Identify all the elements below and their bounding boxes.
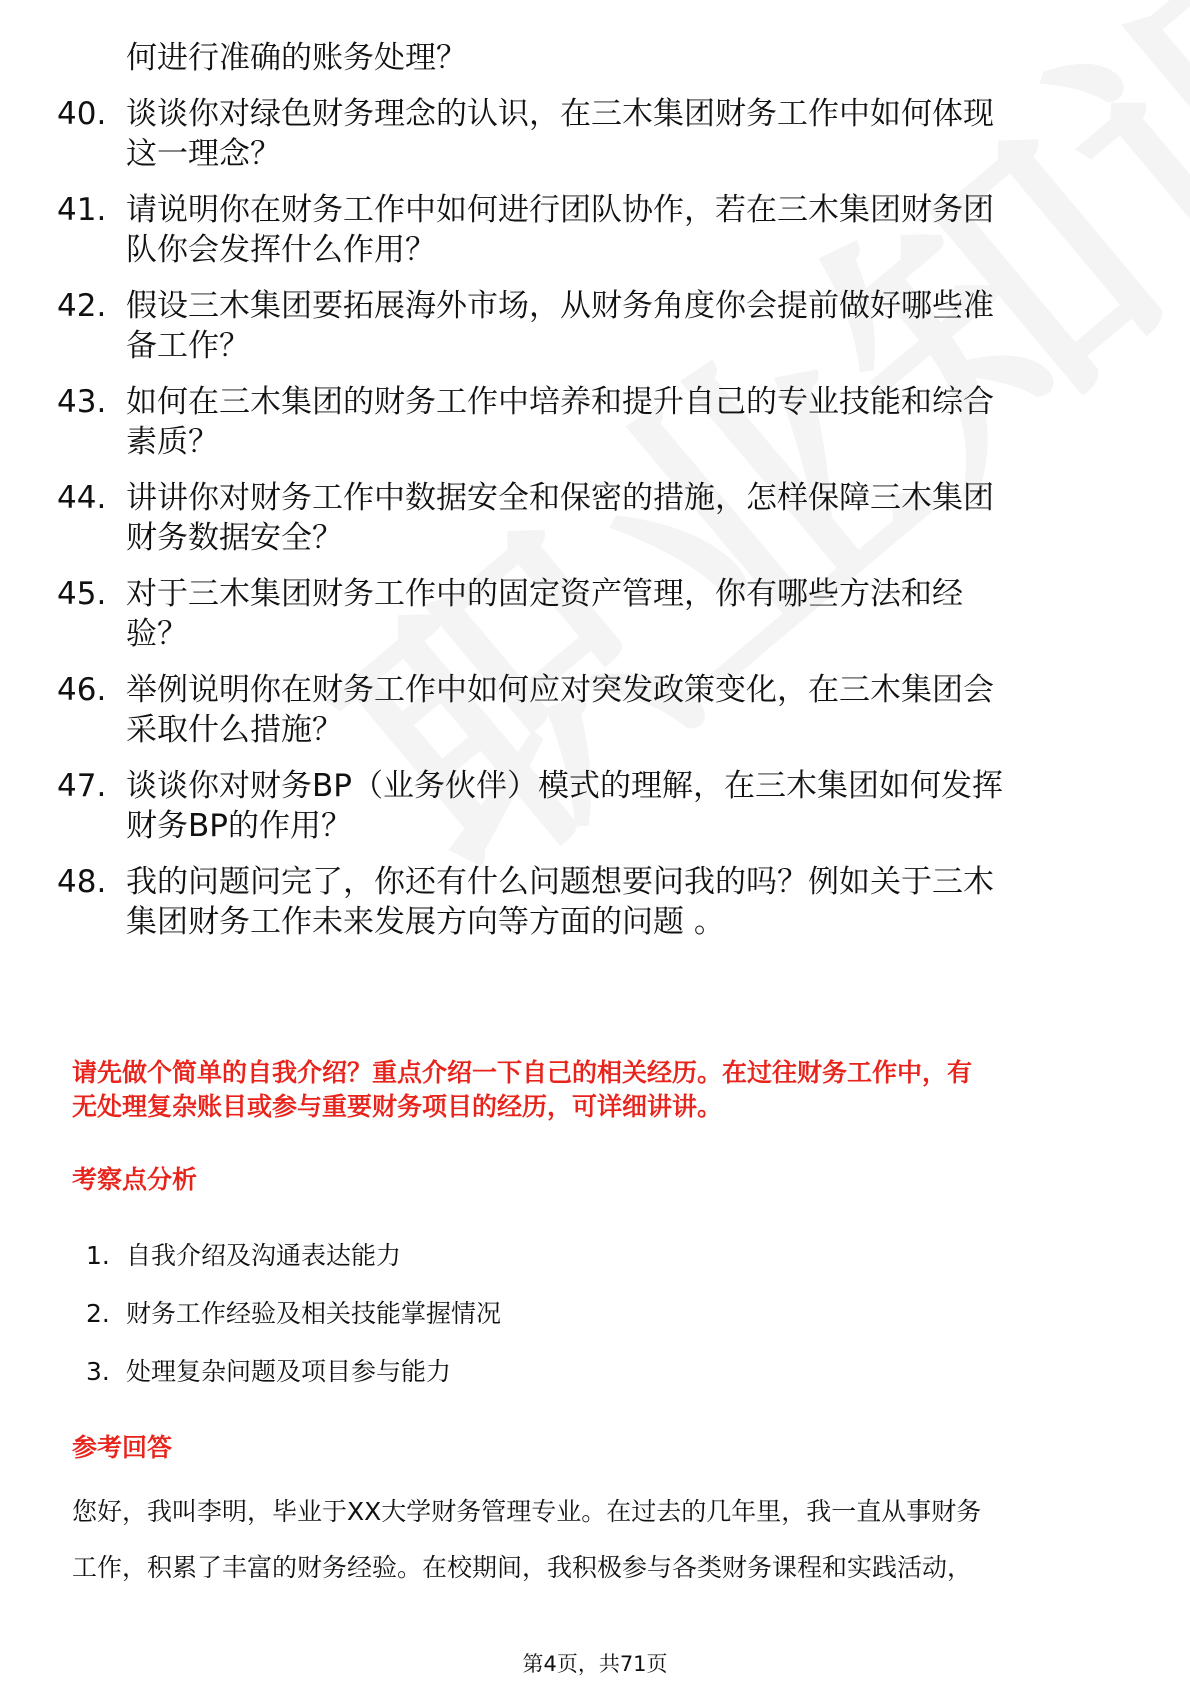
question-number: 41. xyxy=(57,192,107,228)
question-line: 验？ xyxy=(126,616,188,652)
analysis-heading: 考察点分析 xyxy=(72,1165,198,1194)
continuation-text: 何进行准确的账务处理？ xyxy=(126,40,467,76)
question-line: 队你会发挥什么作用？ xyxy=(126,232,436,268)
question-list xyxy=(0,38,1190,958)
question-number: 47. xyxy=(57,768,107,804)
point-text: 自我介绍及沟通表达能力 xyxy=(126,1241,402,1270)
question-number: 43. xyxy=(57,384,107,420)
question-item xyxy=(0,478,1116,558)
question-line: 素质？ xyxy=(126,424,219,460)
question-line: 讲讲你对财务工作中数据安全和保密的措施，怎样保障三木集团 xyxy=(126,480,994,516)
question-line: 请说明你在财务工作中如何进行团队协作，若在三木集团财务团 xyxy=(126,192,994,228)
question-line: 举例说明你在财务工作中如何应对突发政策变化，在三木集团会 xyxy=(126,672,994,708)
question-line: 财务数据安全？ xyxy=(126,520,343,556)
point-text: 处理复杂问题及项目参与能力 xyxy=(126,1357,452,1386)
question-number: 44. xyxy=(57,480,107,516)
question-number: 42. xyxy=(57,288,107,324)
question-item xyxy=(0,670,1116,750)
question-continuation xyxy=(0,38,1116,78)
featured-question-line: 请先做个简单的自我介绍？重点介绍一下自己的相关经历。在过往财务工作中，有 xyxy=(72,1058,973,1087)
question-item xyxy=(0,382,1116,462)
answer-line: 您好，我叫李明，毕业于XX大学财务管理专业。在过去的几年里，我一直从事财务 xyxy=(72,1497,982,1526)
question-line: 谈谈你对财务BP（业务伙伴）模式的理解，在三木集团如何发挥 xyxy=(126,768,1003,804)
featured-question xyxy=(72,1056,1122,1124)
analysis-point xyxy=(86,1352,451,1388)
question-line: 备工作？ xyxy=(126,328,250,364)
answer-line: 工作，积累了丰富的财务经验。在校期间，我积极参与各类财务课程和实践活动， xyxy=(72,1553,973,1582)
point-text: 财务工作经验及相关技能掌握情况 xyxy=(126,1299,502,1328)
question-line: 财务BP的作用？ xyxy=(126,808,352,844)
reference-heading: 参考回答 xyxy=(72,1433,173,1462)
question-item xyxy=(0,574,1116,654)
question-line: 谈谈你对绿色财务理念的认识，在三木集团财务工作中如何体现 xyxy=(126,96,994,132)
point-number: 1. xyxy=(86,1241,110,1270)
analysis-point xyxy=(86,1236,401,1272)
point-number: 2. xyxy=(86,1299,110,1328)
question-item xyxy=(0,286,1116,366)
reference-answer xyxy=(72,1484,1132,1596)
question-item xyxy=(0,190,1116,270)
analysis-point xyxy=(86,1294,501,1330)
question-line: 这一理念？ xyxy=(126,136,281,172)
question-number: 48. xyxy=(57,864,107,900)
question-number: 46. xyxy=(57,672,107,708)
question-line: 假设三木集团要拓展海外市场，从财务角度你会提前做好哪些准 xyxy=(126,288,994,324)
question-line: 采取什么措施？ xyxy=(126,712,343,748)
question-line: 对于三木集团财务工作中的固定资产管理，你有哪些方法和经 xyxy=(126,576,963,612)
featured-question-line: 无处理复杂账目或参与重要财务项目的经历，可详细讲讲。 xyxy=(72,1092,723,1121)
question-line: 如何在三木集团的财务工作中培养和提升自己的专业技能和综合 xyxy=(126,384,994,420)
question-number: 40. xyxy=(57,96,107,132)
question-item xyxy=(0,766,1116,846)
question-item xyxy=(0,94,1116,174)
question-item xyxy=(0,862,1116,942)
question-line: 我的问题问完了，你还有什么问题想要问我的吗？例如关于三木 xyxy=(126,864,994,900)
question-number: 45. xyxy=(57,576,107,612)
question-line: 集团财务工作未来发展方向等方面的问题 。 xyxy=(126,904,725,940)
point-number: 3. xyxy=(86,1357,110,1386)
page-footer: 第4页，共71页 xyxy=(522,1652,668,1676)
